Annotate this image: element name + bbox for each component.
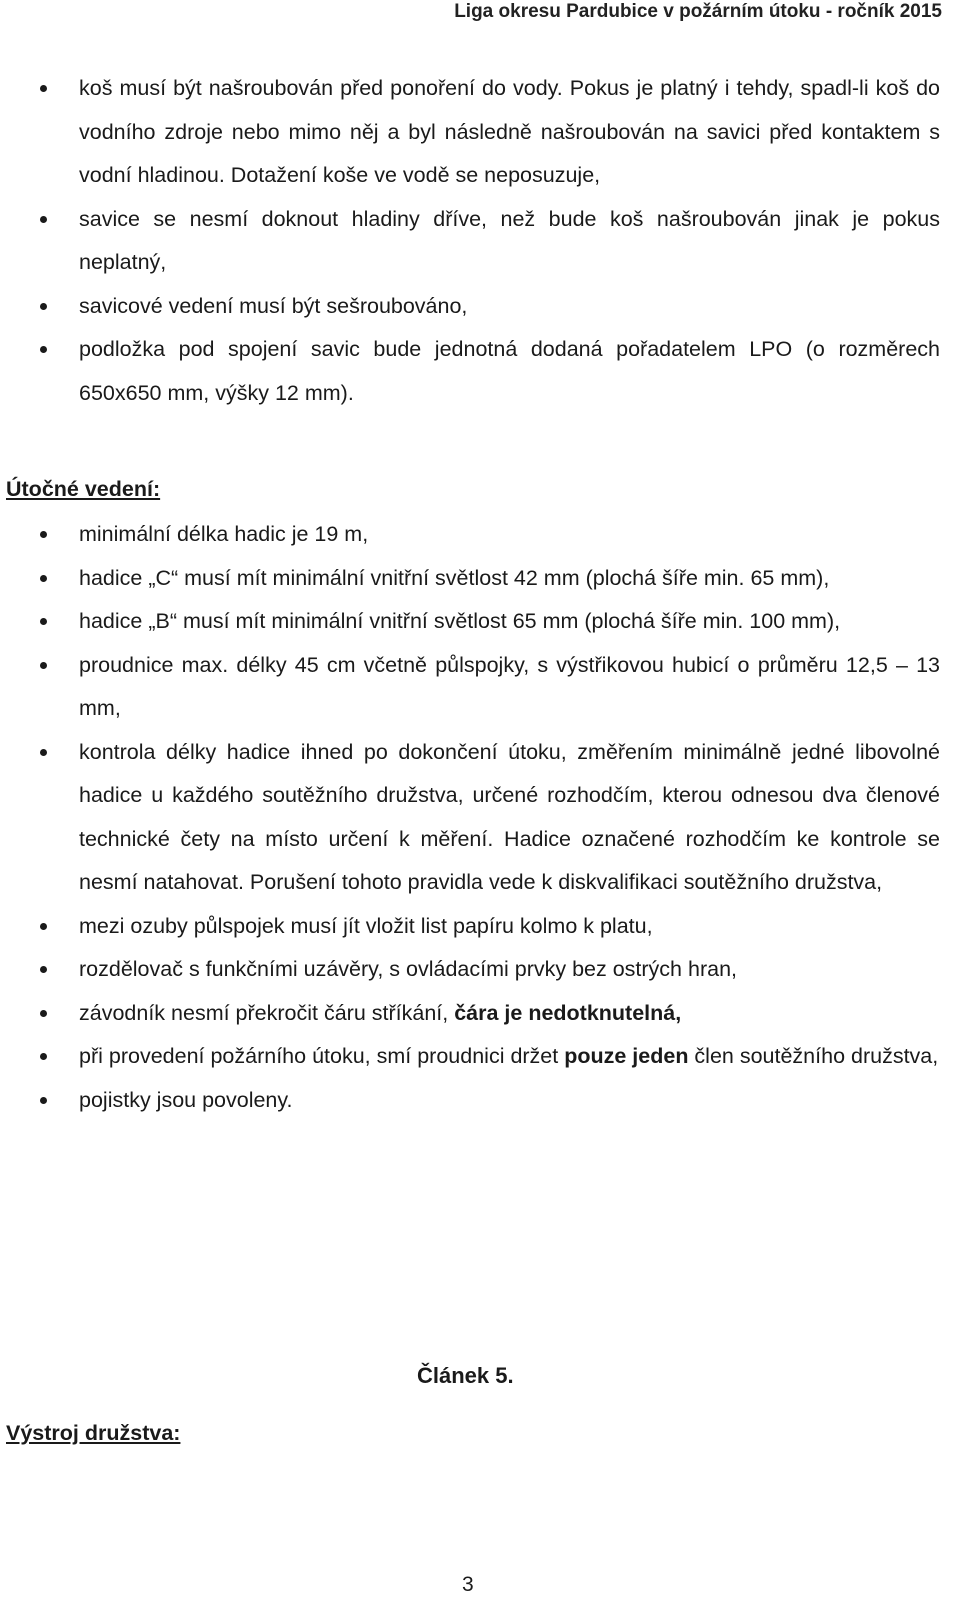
list-item-text: hadice „B“ musí mít minimální vnitřní světlost 65 mm (plochá šíře min. 100 mm), — [79, 609, 841, 633]
list-item — [0, 1035, 940, 1079]
list-item-text — [79, 1035, 940, 1079]
section-heading-equipment: Výstroj družstva: — [6, 1421, 181, 1445]
list-item — [0, 731, 940, 905]
document-header: Liga okresu Pardubice v požárním útoku - ročník 2015 — [454, 1, 942, 22]
bullet-icon — [40, 216, 47, 223]
list-item-text: hadice „C“ musí mít minimální vnitřní světlost 42 mm (plochá šíře min. 65 mm), — [79, 565, 830, 590]
list-item-text: podložka pod spojení savic bude jednotná dodaná pořadatelem LPO (o rozměrech 650x650 mm, výšky 12 mm). — [79, 337, 940, 405]
bullet-icon — [40, 575, 47, 582]
list-item-text: proudnice max. délky 45 cm včetně půlspojky, s výstřikovou hubicí o průměru 12,5 – 13 mm, — [79, 652, 940, 720]
bullet-icon — [40, 923, 47, 930]
list-item-text-part: závodník nesmí překročit čáru stříkání, — [79, 1000, 455, 1025]
bullet-icon — [40, 303, 47, 310]
list-item — [0, 328, 940, 415]
bullet-icon — [40, 1097, 47, 1104]
list-item-text: koš musí být našroubován před ponoření do vody. Pokus je platný i tehdy, spadl-li koš do vodního zdroje nebo mimo něj a byl následně našroubován na savici před kontaktem s vodní hladinou. Dotažení koše ve vodě se neposuzuje, — [79, 76, 940, 187]
bullet-icon — [40, 85, 47, 92]
article-heading: Článek 5. — [417, 1363, 514, 1388]
list-item — [0, 644, 940, 731]
list-item — [0, 992, 940, 1036]
rules-list-attack-line — [0, 513, 940, 1122]
list-item — [0, 198, 940, 285]
bullet-icon — [40, 618, 47, 625]
list-item-emphasis: pouze jeden — [564, 1044, 689, 1068]
list-item-text: kontrola délky hadice ihned po dokončení útoku, změřením minimálně jedné libovolné hadice u každého soutěžního družstva, určené rozhodčím, kterou odnesou dva členové technické čety na místo určení k měření. Hadice označené rozhodčím ke kontrole se nesmí natahovat. Porušení tohoto pravidla vede k diskvalifikaci soutěžního družstva, — [79, 739, 940, 894]
list-item-text: pojistky jsou povoleny. — [79, 1087, 293, 1112]
list-item — [0, 67, 940, 198]
page-number: 3 — [462, 1573, 474, 1596]
bullet-icon — [40, 966, 47, 973]
rules-list-suction — [0, 67, 940, 415]
list-item-text: savicové vedení musí být sešroubováno, — [79, 293, 468, 318]
list-item — [0, 557, 940, 601]
bullet-icon — [40, 1010, 47, 1017]
bullet-icon — [40, 662, 47, 669]
list-item — [0, 948, 940, 992]
list-item-emphasis: čára je nedotknutelná, — [454, 1000, 682, 1025]
bullet-icon — [40, 531, 47, 538]
list-item — [0, 513, 940, 557]
list-item-text: savice se nesmí doknout hladiny dříve, než bude koš našroubován jinak je pokus neplatný, — [79, 206, 940, 274]
section-heading-attack-line: Útočné vedení: — [6, 477, 161, 501]
bullet-icon — [40, 346, 47, 353]
list-item-text-part: při provedení požárního útoku, smí proudnici držet — [79, 1044, 565, 1068]
list-item-text: mezi ozuby půlspojek musí jít vložit list papíru kolmo k platu, — [79, 913, 653, 938]
list-item-text — [79, 992, 940, 1036]
bullet-icon — [40, 1053, 47, 1060]
list-item — [0, 600, 940, 644]
list-item-text-part: člen soutěžního družstva, — [688, 1044, 939, 1068]
list-item — [0, 285, 940, 329]
list-item-text: rozdělovač s funkčními uzávěry, s ovládacími prvky bez ostrých hran, — [79, 957, 737, 981]
list-item — [0, 1079, 940, 1123]
bullet-icon — [40, 749, 47, 756]
list-item-text: minimální délka hadic je 19 m, — [79, 522, 369, 546]
list-item — [0, 905, 940, 949]
